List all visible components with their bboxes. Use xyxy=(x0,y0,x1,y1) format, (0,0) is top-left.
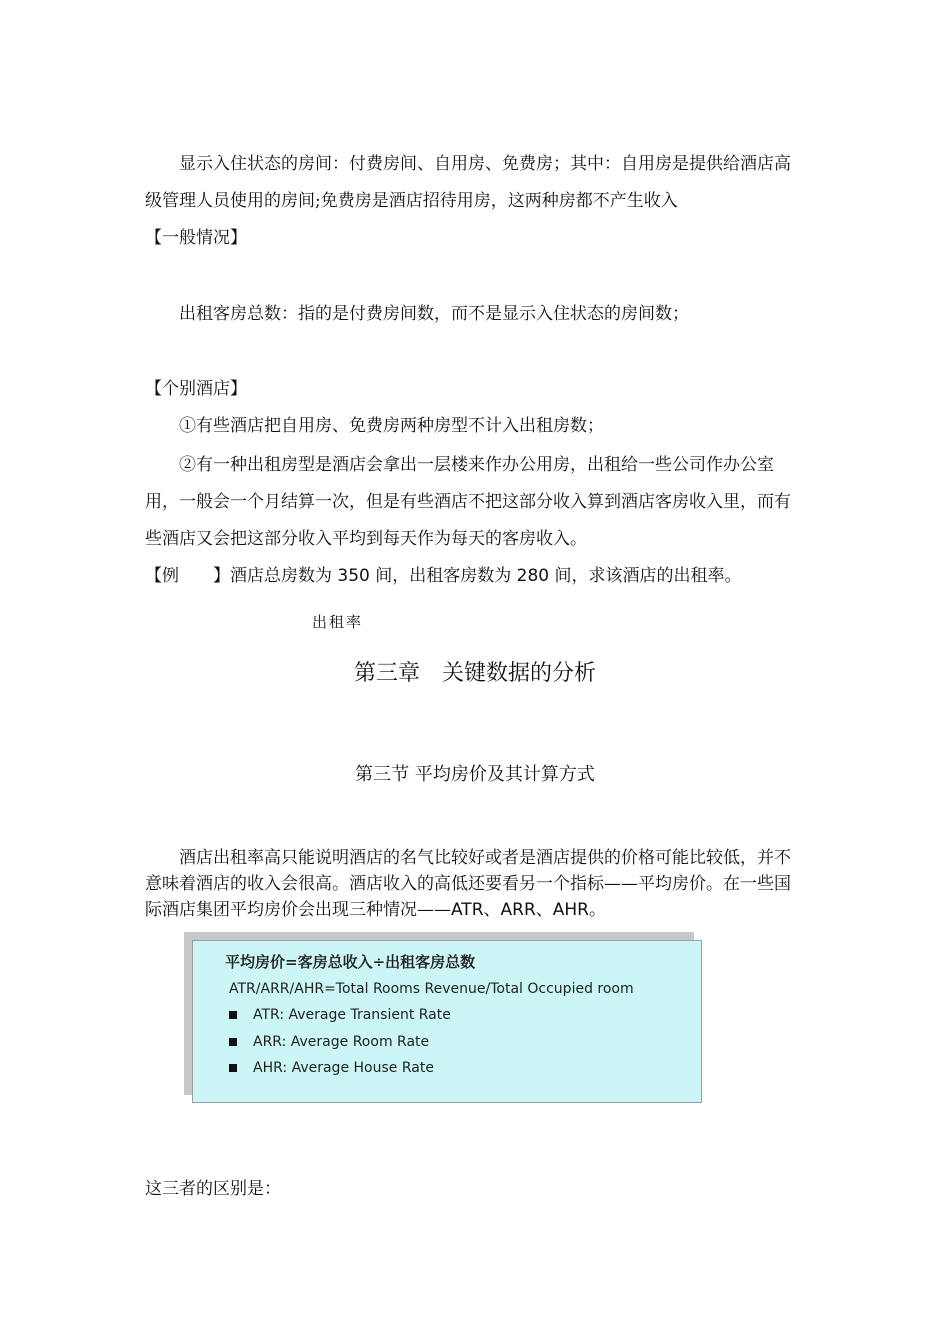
example-text-c: 间，求该酒店的出租率。 xyxy=(554,566,742,586)
bullet-square-icon xyxy=(229,1011,237,1019)
formula-item-atr xyxy=(229,1007,451,1023)
paragraph-average-rate-line3-c: 。 xyxy=(588,900,606,920)
paragraph-average-rate-line3 xyxy=(145,899,606,921)
occupancy-rate-label: 出租率 xyxy=(312,613,364,631)
list-item-2-line1: ②有一种出租房型是酒店会拿出一层楼来作办公用房，出租给一些公司作办公室 xyxy=(179,455,774,475)
bullet-square-icon xyxy=(229,1038,237,1046)
list-item-2-line2: 用，一般会一个月结算一次，但是有些酒店不把这部分收入算到酒店客房收入里，而有 xyxy=(145,492,791,512)
example-line xyxy=(145,565,742,587)
paragraph-average-rate-line3-a: 际酒店集团平均房价会出现三种情况—— xyxy=(145,900,451,920)
heading-individual-hotels: 【个别酒店】 xyxy=(145,379,247,399)
bullet-square-icon xyxy=(229,1064,237,1072)
example-total-rooms: 350 xyxy=(337,566,370,586)
formula-item-ahr-text: AHR: Average House Rate xyxy=(253,1060,434,1076)
paragraph-average-rate-line2: 意味着酒店的收入会很高。酒店收入的高低还要看另一个指标——平均房价。在一些国 xyxy=(145,874,791,894)
paragraph-occupied-status-line2: 级管理人员使用的房间;免费房是酒店招待用房，这两种房都不产生收入 xyxy=(145,191,678,211)
example-rented-rooms: 280 xyxy=(516,566,550,586)
example-text-a: 酒店总房数为 xyxy=(230,566,332,586)
paragraph-occupied-status-line1: 显示入住状态的房间：付费房间、自用房、免费房；其中：自用房是提供给酒店高 xyxy=(179,154,791,174)
closing-line: 这三者的区别是： xyxy=(145,1179,281,1199)
paragraph-total-rented-rooms: 出租客房总数：指的是付费房间数，而不是显示入住状态的房间数； xyxy=(179,304,689,324)
formula-item-arr xyxy=(229,1034,429,1050)
chapter-title: 第三章 关键数据的分析 xyxy=(353,661,596,686)
formula-box xyxy=(192,940,702,1103)
heading-general-case: 【一般情况】 xyxy=(145,228,247,248)
formula-item-atr-text: ATR: Average Transient Rate xyxy=(253,1007,451,1023)
list-item-2-line3: 些酒店又会把这部分收入平均到每天作为每天的客房收入。 xyxy=(145,529,587,549)
list-item-1: ①有些酒店把自用房、免费房两种房型不计入出租房数； xyxy=(179,416,604,436)
section-title: 第三节 平均房价及其计算方式 xyxy=(355,764,595,785)
example-label: 【例 】 xyxy=(145,566,230,586)
paragraph-average-rate-line1: 酒店出租率高只能说明酒店的名气比较好或者是酒店提供的价格可能比较低，并不 xyxy=(179,848,791,868)
rate-abbreviations: ATR、ARR、AHR xyxy=(451,900,589,920)
formula-item-ahr xyxy=(229,1060,434,1076)
formula-item-arr-text: ARR: Average Room Rate xyxy=(253,1034,430,1050)
example-text-b: 间，出租客房数为 xyxy=(375,566,512,586)
formula-line: ATR/ARR/AHR=Total Rooms Revenue/Total Occupied room xyxy=(229,981,634,997)
formula-box-title: 平均房价=客房总收入÷出租客房总数 xyxy=(225,953,476,971)
